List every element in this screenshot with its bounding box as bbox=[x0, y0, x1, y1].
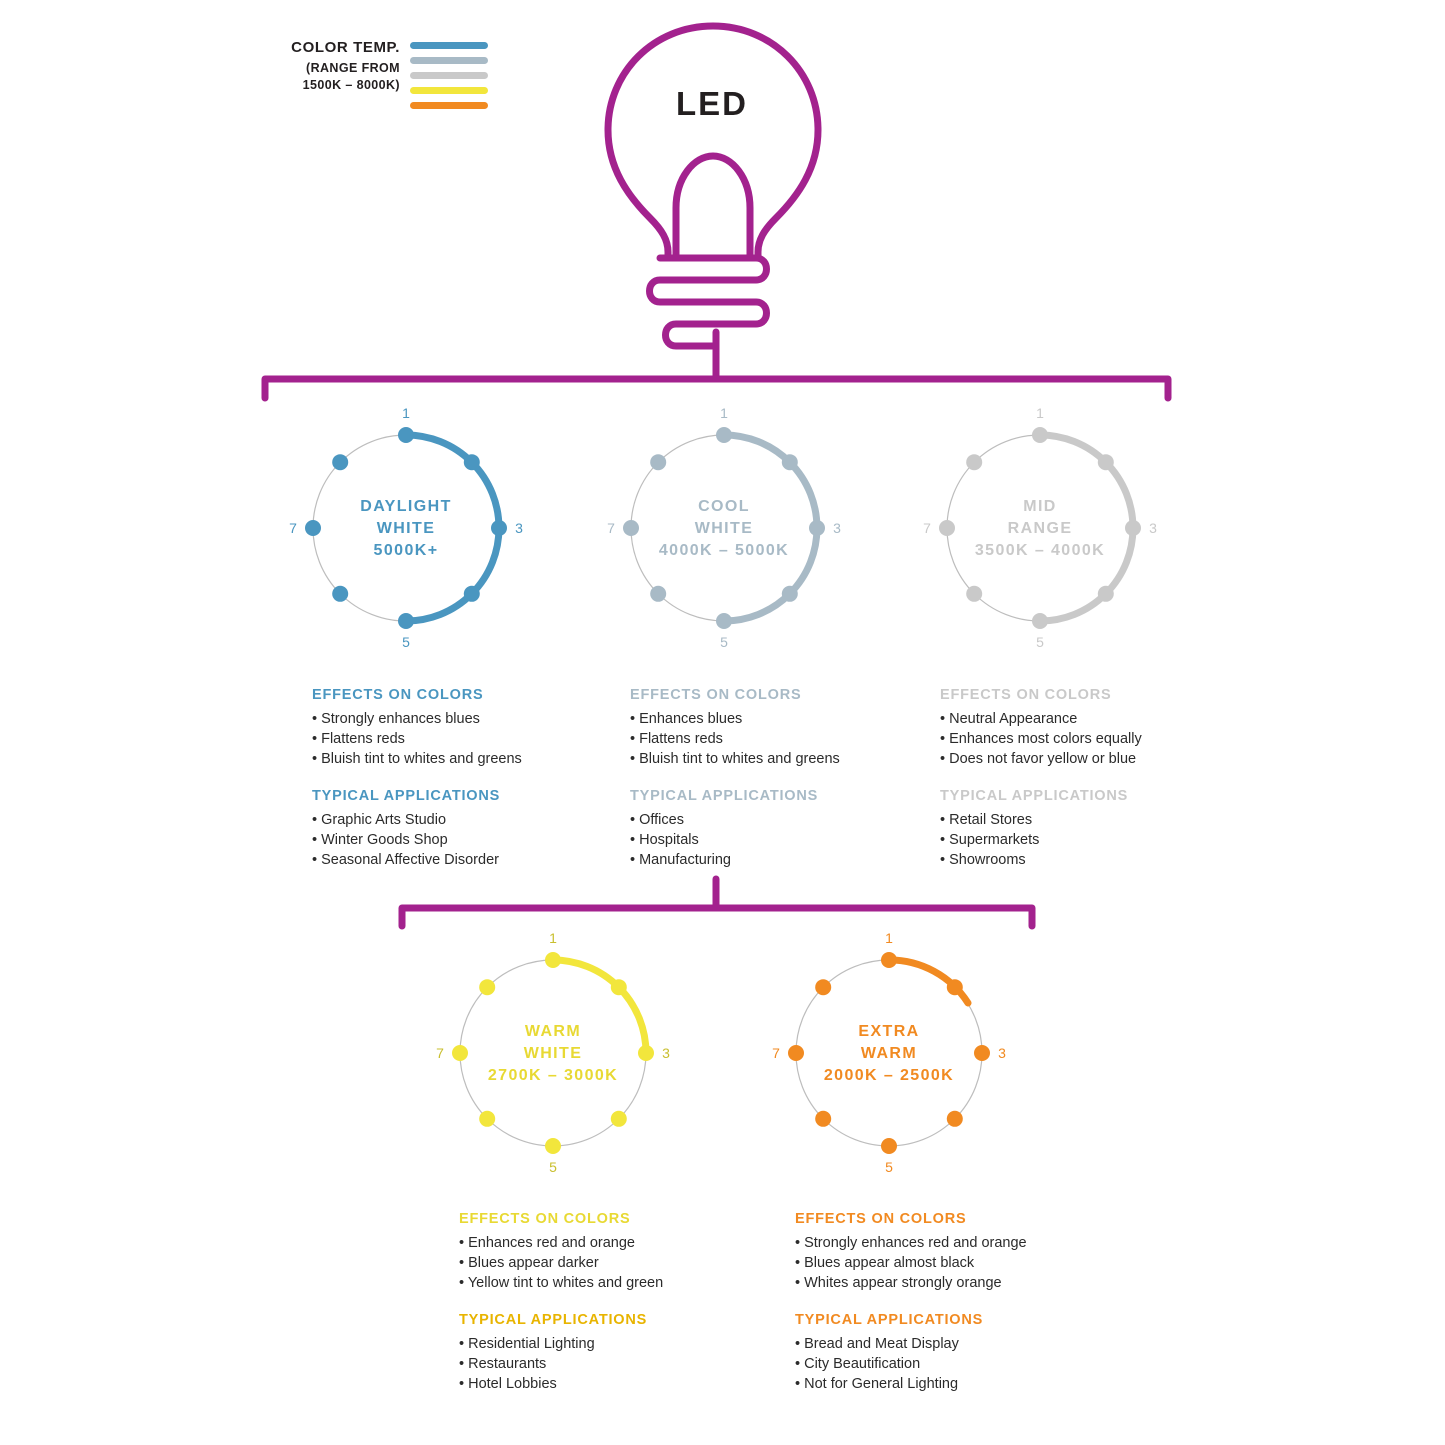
mid-range-applications-list bbox=[940, 810, 1190, 870]
dial-cool-white-title-3: 4000K – 5000K bbox=[658, 542, 790, 559]
svg-text:1: 1 bbox=[885, 930, 893, 946]
dial-mid-range-label bbox=[921, 410, 1159, 648]
list-item: • Retail Stores bbox=[940, 812, 1033, 828]
list-item: • Bluish tint to whites and greens bbox=[312, 751, 522, 767]
mid-range-applications-heading: TYPICAL APPLICATIONS bbox=[940, 788, 1129, 804]
dial-warm-white-title-2: WHITE bbox=[523, 1045, 583, 1062]
list-item: • Strongly enhances red and orange bbox=[795, 1235, 1027, 1251]
dial-daylight-white-title-3: 5000K+ bbox=[373, 542, 439, 559]
svg-text:3: 3 bbox=[662, 1045, 670, 1061]
list-item: • Hotel Lobbies bbox=[459, 1376, 557, 1392]
list-item: • Bluish tint to whites and greens bbox=[630, 751, 840, 767]
text-daylight-white bbox=[312, 687, 562, 870]
list-item: • Winter Goods Shop bbox=[312, 832, 448, 848]
dial-cool-white-label bbox=[605, 410, 843, 648]
list-item: • Flattens reds bbox=[630, 731, 723, 747]
list-item: • Whites appear strongly orange bbox=[795, 1275, 1002, 1291]
dial-extra-warm bbox=[770, 925, 1008, 1185]
svg-text:5: 5 bbox=[885, 1159, 893, 1175]
list-item: • Yellow tint to whites and green bbox=[459, 1275, 664, 1291]
list-item: • Manufacturing bbox=[630, 852, 731, 868]
dial-mid-range-title-1: MID bbox=[1023, 498, 1057, 515]
svg-text:1: 1 bbox=[720, 405, 728, 421]
dial-daylight-white bbox=[287, 400, 525, 660]
mid-range-effects-list bbox=[940, 709, 1190, 769]
spacer bbox=[795, 1293, 1045, 1312]
daylight-white-applications-list bbox=[312, 810, 562, 870]
daylight-white-effects-heading: EFFECTS ON COLORS bbox=[312, 687, 484, 703]
dial-warm-white-title-3: 2700K – 3000K bbox=[487, 1067, 619, 1084]
spacer bbox=[312, 769, 562, 788]
extra-warm-effects-list bbox=[795, 1233, 1045, 1293]
list-item: • Bread and Meat Display bbox=[795, 1336, 959, 1352]
list-item: • Graphic Arts Studio bbox=[312, 812, 447, 828]
text-warm-white bbox=[459, 1211, 709, 1394]
list-item: • Seasonal Affective Disorder bbox=[312, 852, 499, 868]
list-item: • Flattens reds bbox=[312, 731, 405, 747]
extra-warm-applications-list bbox=[795, 1334, 1045, 1394]
spacer bbox=[630, 769, 880, 788]
svg-text:1: 1 bbox=[402, 405, 410, 421]
dial-extra-warm-label bbox=[770, 935, 1008, 1173]
mid-range-effects-heading: EFFECTS ON COLORS bbox=[940, 687, 1112, 703]
list-item: • Enhances red and orange bbox=[459, 1235, 635, 1251]
dial-warm-white-title-1: WARM bbox=[524, 1023, 582, 1040]
list-item: • City Beautification bbox=[795, 1356, 921, 1372]
warm-white-applications-list bbox=[459, 1334, 709, 1394]
dial-mid-range-title-2: RANGE bbox=[1007, 520, 1073, 537]
svg-text:7: 7 bbox=[772, 1045, 780, 1061]
list-item: • Showrooms bbox=[940, 852, 1026, 868]
dial-extra-warm-title-3: 2000K – 2500K bbox=[823, 1067, 955, 1084]
svg-text:3: 3 bbox=[833, 520, 841, 536]
list-item: • Does not favor yellow or blue bbox=[940, 751, 1137, 767]
legend-title: COLOR TEMP. bbox=[291, 39, 400, 56]
list-item: • Enhances most colors equally bbox=[940, 731, 1142, 747]
bulb-label: LED bbox=[676, 85, 748, 122]
list-item: • Restaurants bbox=[459, 1356, 547, 1372]
list-item: • Supermarkets bbox=[940, 832, 1040, 848]
dial-daylight-white-label bbox=[287, 410, 525, 648]
dial-cool-white-title-1: COOL bbox=[698, 498, 750, 515]
list-item: • Strongly enhances blues bbox=[312, 711, 480, 727]
spacer bbox=[940, 769, 1190, 788]
cool-white-applications-heading: TYPICAL APPLICATIONS bbox=[630, 788, 819, 804]
legend-subtitle-line2: 1500K – 8000K) bbox=[302, 78, 400, 92]
warm-white-effects-list bbox=[459, 1233, 709, 1293]
text-mid-range bbox=[940, 687, 1190, 870]
daylight-white-applications-heading: TYPICAL APPLICATIONS bbox=[312, 788, 501, 804]
list-item: • Neutral Appearance bbox=[940, 711, 1078, 727]
list-item: • Enhances blues bbox=[630, 711, 743, 727]
dial-cool-white-title-2: WHITE bbox=[694, 520, 754, 537]
list-item: • Not for General Lighting bbox=[795, 1376, 959, 1392]
cool-white-applications-list bbox=[630, 810, 880, 870]
warm-white-applications-heading: TYPICAL APPLICATIONS bbox=[459, 1312, 648, 1328]
dial-daylight-white-title-2: WHITE bbox=[376, 520, 436, 537]
svg-text:7: 7 bbox=[436, 1045, 444, 1061]
svg-text:7: 7 bbox=[289, 520, 297, 536]
svg-text:7: 7 bbox=[607, 520, 615, 536]
dial-mid-range-title-3: 3500K – 4000K bbox=[974, 542, 1106, 559]
cool-white-effects-list bbox=[630, 709, 880, 769]
list-item: • Blues appear darker bbox=[459, 1255, 599, 1271]
svg-text:5: 5 bbox=[720, 634, 728, 650]
svg-text:1: 1 bbox=[1036, 405, 1044, 421]
svg-text:1: 1 bbox=[549, 930, 557, 946]
svg-text:3: 3 bbox=[1149, 520, 1157, 536]
dial-warm-white-label bbox=[434, 935, 672, 1173]
svg-text:5: 5 bbox=[1036, 634, 1044, 650]
extra-warm-applications-heading: TYPICAL APPLICATIONS bbox=[795, 1312, 984, 1328]
list-item: • Residential Lighting bbox=[459, 1336, 595, 1352]
extra-warm-effects-heading: EFFECTS ON COLORS bbox=[795, 1211, 967, 1227]
svg-text:5: 5 bbox=[402, 634, 410, 650]
dial-daylight-white-title-1: DAYLIGHT bbox=[360, 498, 452, 515]
list-item: • Offices bbox=[630, 812, 684, 828]
dial-extra-warm-title-1: EXTRA bbox=[858, 1023, 920, 1040]
warm-white-effects-heading: EFFECTS ON COLORS bbox=[459, 1211, 631, 1227]
svg-text:5: 5 bbox=[549, 1159, 557, 1175]
dial-warm-white bbox=[434, 925, 672, 1185]
list-item: • Hospitals bbox=[630, 832, 699, 848]
svg-text:3: 3 bbox=[515, 520, 523, 536]
svg-text:7: 7 bbox=[923, 520, 931, 536]
daylight-white-effects-list bbox=[312, 709, 562, 769]
svg-text:3: 3 bbox=[998, 1045, 1006, 1061]
list-item: • Blues appear almost black bbox=[795, 1255, 975, 1271]
dial-cool-white bbox=[605, 400, 843, 660]
text-extra-warm bbox=[795, 1211, 1045, 1394]
dial-extra-warm-title-2: WARM bbox=[860, 1045, 918, 1062]
legend-subtitle-line1: (RANGE FROM bbox=[306, 61, 400, 75]
dial-mid-range bbox=[921, 400, 1159, 660]
cool-white-effects-heading: EFFECTS ON COLORS bbox=[630, 687, 802, 703]
text-cool-white bbox=[630, 687, 880, 870]
spacer bbox=[459, 1293, 709, 1312]
